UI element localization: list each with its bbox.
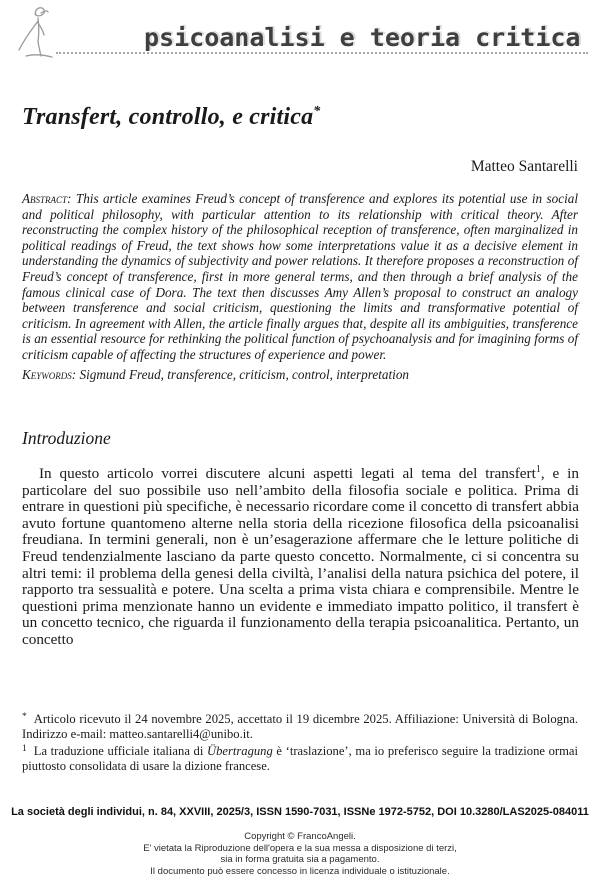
copyright-block [0,831,600,877]
sketch-figure-logo-icon [14,6,58,60]
copyright-line: E' vietata la Riproduzione dell'opera e la sua messa a disposizione di terzi, [143,842,457,854]
intro-paragraph-text-before-ref: In questo articolo vorrei discutere alcuni aspetti legati al tema del transfert [39,465,536,482]
abstract-label: Abstract: [22,191,72,206]
intro-paragraph [22,463,579,649]
journal-citation-line: La società degli individui, n. 84, XXVIII, 2025/3, ISSN 1590-7031, ISSNe 1972-5752, DOI 10.3280/LAS2025-084011 [11,806,589,818]
footnote-1-text-before: La traduzione ufficiale italiana di [33,744,207,758]
keywords-paragraph [22,367,578,383]
article-title [22,104,321,131]
keywords-label: Keywords: [22,366,77,382]
footnote-1-text-after: è ‘traslazione’, ma io preferisco seguire la tradizione ormai piuttosto consolidata di usare la dizione francese. [22,744,578,773]
section-heading-introduzione: Introduzione [22,428,111,448]
intro-paragraph-text-after-ref: , e in particolare del suo possibile uso nell’ambito della filosofia sociale e politica. Prima di entrare in questioni più specifiche, è necessario ricordare come il concetto di transfert abbia avuto fortune quantomeno alterne nella storia della ricezione filosofica della psicoanalisi freudiana. In termini generali, non è un’esagerazione affermare che le letture politiche di Freud tendenzialmente lasciano da parte questo concetto. Normalmente, ci si concentra su altri temi: il problema della genesi della civiltà, l’analisi della natura psichica del potere, il rapporto tra sessualità e potere. Una scelta a prima vista chiara e comprensibile. Mentre le questioni prima menzionate hanno un evidente e immediato impatto politico, il transfert è un concetto tecnico, che riguarda il funzionamento della terapia psicoanalitica. Pertanto, un concetto [22,465,579,648]
footnote-1-marker: 1 [22,744,27,754]
footnote-1 [22,742,578,774]
footnote-star-marker: * [22,712,27,722]
title-footnote-asterisk: * [313,104,321,119]
copyright-line: Il documento può essere concesso in licenza individuale o istituzionale. [150,865,450,877]
footnote-star-text: Articolo ricevuto il 24 novembre 2025, accettato il 19 dicembre 2025. Affiliazione: Università di Bologna. Indirizzo e-mail: matteo.santarelli4@unibo.it. [22,712,578,741]
footnotes-area [22,710,578,774]
article-title-text: Transfert, controllo, e critica [22,104,314,130]
dotted-rule [56,52,588,54]
footnote-1-italic-term: Übertragung [207,744,273,758]
abstract-block [22,191,578,382]
footnote-reference-1: 1 [535,463,541,475]
keywords-text: Sigmund Freud, transference, criticism, control, interpretation [76,366,410,382]
series-masthead [0,0,600,64]
series-title: psicoanalisi e teoria critica [144,23,581,52]
footnote-star [22,710,578,742]
copyright-line: Copyright © FrancoAngeli. [244,831,356,842]
copyright-line: sia in forma gratuita sia a pagamento. [220,854,380,865]
abstract-text: This article examines Freud’s concept of transference and explores its potential use in social and political philosophy, with particular attention to its relationship with critical theory. After reconstructing the complex history of the philosophical reception of transference, often marginalized in political readings of Freud, the text shows how some interpretations value it as a decisive element in understanding the dynamics of subjectivity and power relations. It therefore proposes a reconstruction of Freud’s concept of transference, first in more general terms, and then through a brief analysis of the famous clinical case of Dora. The text then discusses Amy Allen’s proposal to construct an analogy between transference and social criticism, questioning the limits and transformative potential of criticism. In agreement with Allen, the article finally argues that, despite all its ambiguities, transference is an essential resource for rethinking the political function of psychoanalysis and for imagining forms of criticism capable of affecting the structures of experience and power. [22,191,578,362]
author-name: Matteo Santarelli [470,158,578,175]
abstract-paragraph [22,191,578,363]
